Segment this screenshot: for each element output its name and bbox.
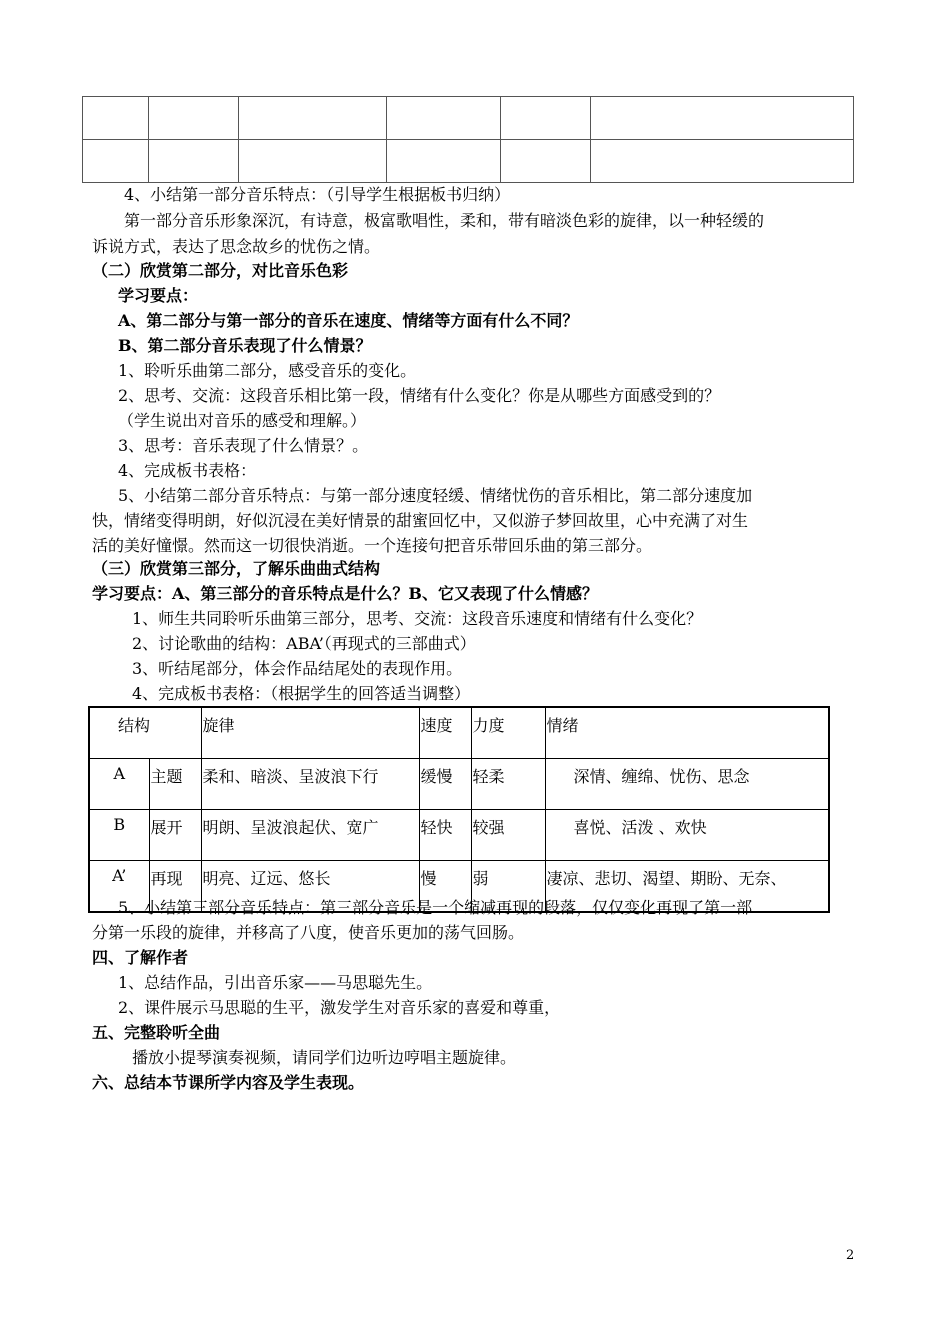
table-cell: [501, 140, 591, 183]
table-cell: [591, 140, 854, 183]
table-cell: [387, 140, 501, 183]
music-structure-table: [88, 706, 830, 913]
key-point: A、第二部分与第一部分的音乐在速度、情绪等方面有什么不同？: [118, 311, 579, 330]
text-line: 第一部分音乐形象深沉，有诗意，极富歌唱性，柔和，带有暗淡色彩的旋律，以一种轻缓的: [124, 211, 765, 230]
cell-melody: 明朗、呈波浪起伏、宽广: [201, 810, 419, 861]
text-line: （学生说出对音乐的感受和理解。）: [118, 411, 367, 430]
key-points-line: 学习要点：A、第三部分的音乐特点是什么？B、它又表现了什么情感？: [92, 584, 598, 603]
key-points-label: 学习要点：: [118, 286, 199, 305]
cell-mood: 凄凉、悲切、渴望、期盼、无奈、: [545, 861, 829, 913]
cell-strength: 弱: [471, 861, 545, 913]
table-row: [83, 140, 854, 183]
text-line: 1、师生共同聆听乐曲第三部分，思考、交流：这段音乐速度和情绪有什么变化？: [132, 609, 703, 628]
cell-label: A’: [89, 861, 149, 913]
cell-part: 再现: [149, 861, 201, 913]
header-mood: 情绪: [545, 707, 829, 759]
text-line: 3、思考：音乐表现了什么情景？。: [118, 436, 369, 455]
key-point: B、第二部分音乐表现了什么情景？: [118, 336, 372, 355]
text-line: 3、听结尾部分，体会作品结尾处的表现作用。: [132, 659, 463, 678]
text-line: 2、思考、交流：这段音乐相比第一段，情绪有什么变化？你是从哪些方面感受到的？: [118, 386, 721, 405]
table-cell: [501, 97, 591, 140]
text-line: 分第一乐段的旋律，并移高了八度，使音乐更加的荡气回肠。: [92, 923, 525, 942]
table-cell: [149, 97, 239, 140]
text-line: 快，情绪变得明朗，好似沉浸在美好情景的甜蜜回忆中，又似游子梦回故里，心中充满了对生: [92, 511, 749, 530]
section-heading: 六、总结本节课所学内容及学生表现。: [92, 1073, 365, 1092]
header-structure: 结构: [89, 707, 201, 759]
table-cell: [591, 97, 854, 140]
table-cell: [83, 140, 149, 183]
text-line: 1、聆听乐曲第二部分，感受音乐的变化。: [118, 361, 417, 380]
cell-label: A: [89, 759, 149, 810]
table-cell: [149, 140, 239, 183]
cell-melody: 柔和、暗淡、呈波浪下行: [201, 759, 419, 810]
table-cell: [239, 97, 387, 140]
cell-speed: 轻快: [419, 810, 471, 861]
section-heading: 五、完整聆听全曲: [92, 1023, 221, 1042]
text-line: 4、完成板书表格：: [118, 461, 257, 480]
table-header-row: [89, 707, 829, 759]
cell-mood: 深情、缠绵、忧伤、思念: [545, 759, 829, 810]
cell-label: B: [89, 810, 149, 861]
table-row: [83, 97, 854, 140]
cell-strength: 轻柔: [471, 759, 545, 810]
text-line: 活的美好憧憬。然而这一切很快消逝。一个连接句把音乐带回乐曲的第三部分。: [92, 536, 653, 555]
section-heading: 四、了解作者: [92, 948, 189, 967]
table-row: [89, 810, 829, 861]
text-line: 4、完成板书表格：（根据学生的回答适当调整）: [132, 684, 471, 703]
section-heading: （三）欣赏第三部分，了解乐曲曲式结构: [92, 559, 381, 578]
cell-part: 主题: [149, 759, 201, 810]
text-line: 4、小结第一部分音乐特点：（引导学生根据板书归纳）: [124, 185, 511, 204]
cell-mood: 喜悦、活泼 、欢快: [545, 810, 829, 861]
cell-strength: 较强: [471, 810, 545, 861]
header-melody: 旋律: [201, 707, 419, 759]
cell-melody: 明亮、辽远、悠长: [201, 861, 419, 913]
text-line: 5、小结第三部分音乐特点：第三部分音乐是一个缩减再现的段落，仅仅变化再现了第一部: [118, 898, 753, 917]
text-line: 5、小结第二部分音乐特点：与第一部分速度轻缓、情绪忧伤的音乐相比，第二部分速度加: [118, 486, 753, 505]
cell-speed: 慢: [419, 861, 471, 913]
section-heading: （二）欣赏第二部分，对比音乐色彩: [92, 261, 349, 280]
text-line: 诉说方式，表达了思念故乡的忧伤之情。: [92, 237, 381, 256]
cell-speed: 缓慢: [419, 759, 471, 810]
text-line: 2、讨论歌曲的结构：ABA’（再现式的三部曲式）: [132, 634, 476, 653]
empty-table-fragment: [82, 96, 854, 183]
table-cell: [239, 140, 387, 183]
table-cell: [83, 97, 149, 140]
text-line: 播放小提琴演奏视频，请同学们边听边哼唱主题旋律。: [132, 1048, 517, 1067]
cell-part: 展开: [149, 810, 201, 861]
page-number: 2: [846, 1248, 855, 1263]
text-line: 2、课件展示马思聪的生平，激发学生对音乐家的喜爱和尊重，: [118, 998, 561, 1017]
table-cell: [387, 97, 501, 140]
text-line: 1、总结作品，引出音乐家——马思聪先生。: [118, 973, 433, 992]
table-row: [89, 759, 829, 810]
header-speed: 速度: [419, 707, 471, 759]
header-strength: 力度: [471, 707, 545, 759]
